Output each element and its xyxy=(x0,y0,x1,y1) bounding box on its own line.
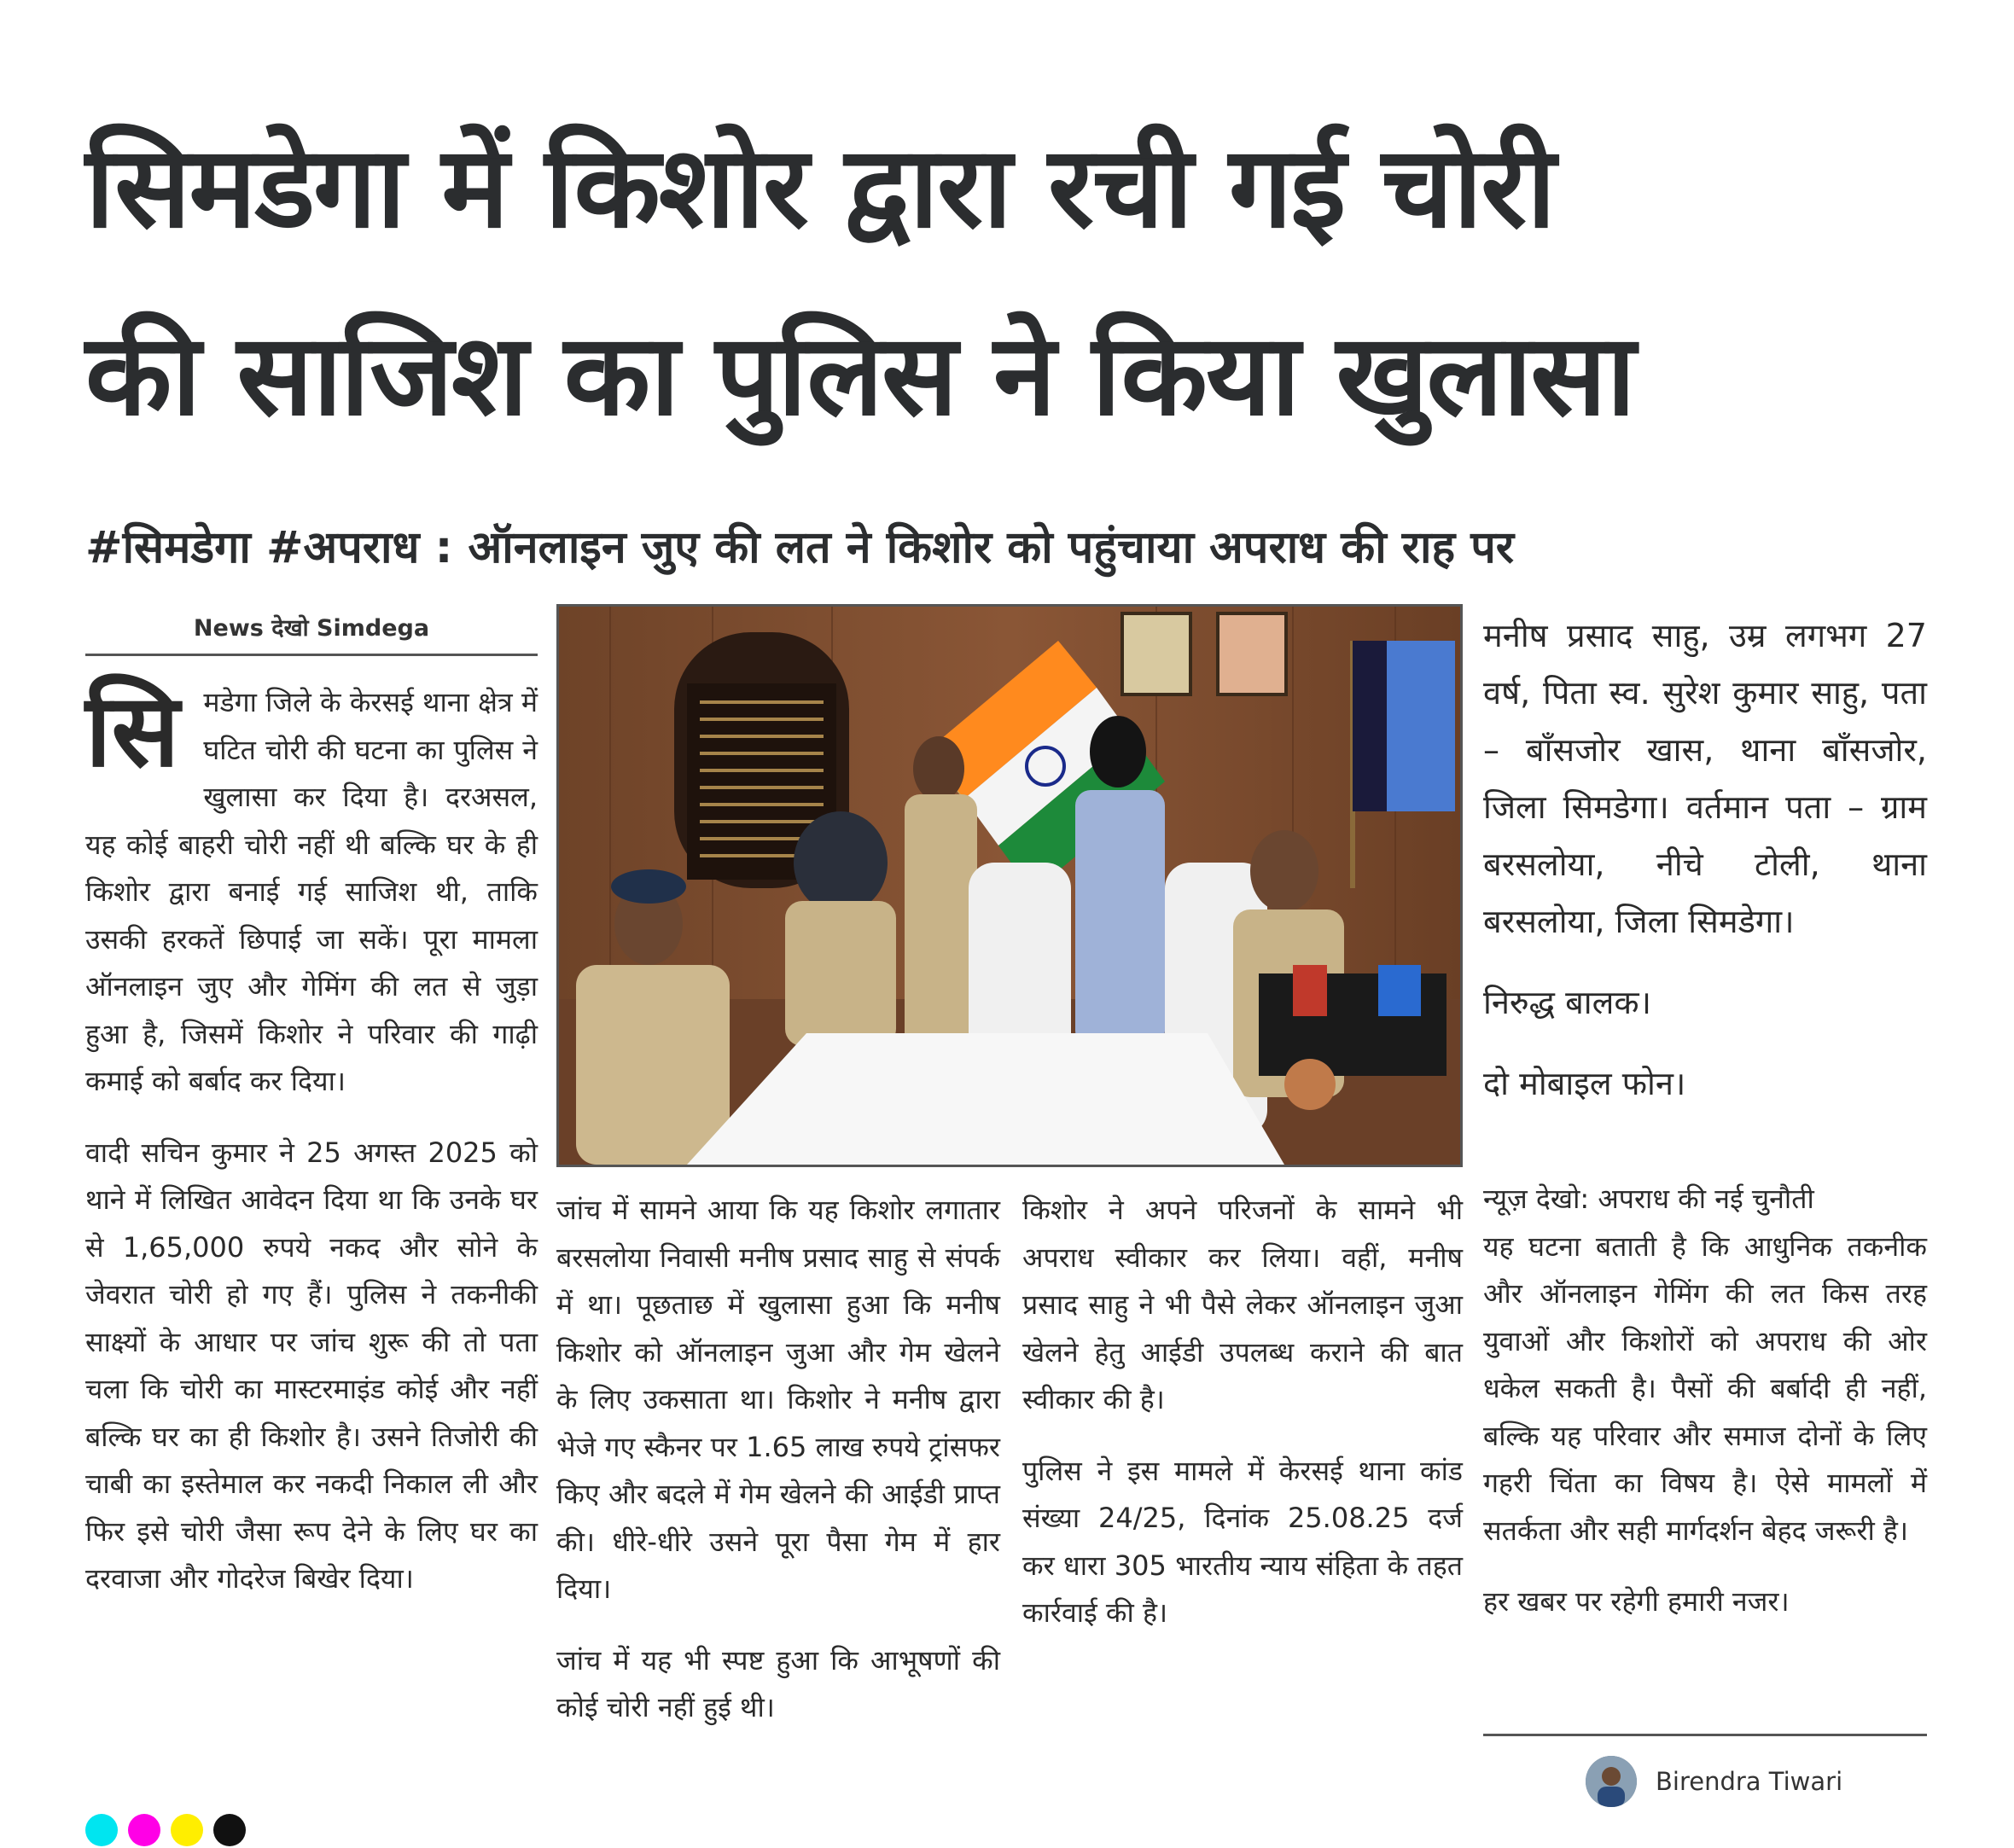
article-column-5 xyxy=(1483,1176,1927,1650)
article-column-3 xyxy=(1022,1187,1463,1661)
section-heading xyxy=(1483,1176,1927,1223)
paragraph-text: मडेगा जिले के केरसई थाना क्षेत्र में घटित चोरी की घटना का पुलिस ने खुलासा कर दिया है। दरअसल, यह कोई बाहरी चोरी नहीं थी बल्कि घर के ही किशोर द्वारा बनाई गई साजिश थी, ताकि उसकी हरकतें छिपाई जा सकें। पूरा मामला ऑनलाइन जुए और गेमिंग की लत से जुड़ा हुआ है, जिसमें किशोर ने परिवार की गाढ़ी कमाई को बर्बाद कर दिया। xyxy=(85,686,538,1097)
paragraph: जांच में यह भी स्पष्ट हुआ कि आभूषणों की कोई चोरी नहीं हुई थी। xyxy=(556,1643,1000,1723)
headline-line-1: सिमडेगा में किशोर द्वारा रची गई चोरी xyxy=(85,122,1555,253)
paragraph: हर खबर पर रहेगी हमारी नजर। xyxy=(1483,1585,1790,1618)
byline-divider xyxy=(85,654,538,656)
magenta-dot xyxy=(128,1814,160,1846)
paragraph: दो मोबाइल फोन। xyxy=(1483,1065,1686,1102)
headline xyxy=(85,94,1929,469)
paragraph: किशोर ने अपने परिजनों के सामने भी अपराध स्वीकार कर लिया। वहीं, मनीष प्रसाद साहु ने भी पैसे लेकर ऑनलाइन जुआ खेलने हेतु आईडी उपलब्ध कराने की बात स्वीकार की है। xyxy=(1022,1194,1463,1415)
dropcap: सि xyxy=(85,671,180,789)
avatar xyxy=(1586,1756,1637,1807)
paragraph: पुलिस ने इस मामले में केरसई थाना कांड संख्या 24/25, दिनांक 25.08.25 दर्ज कर धारा 305 भारतीय न्याय संहिता के तहत कार्रवाई की है। xyxy=(1022,1454,1463,1629)
paragraph xyxy=(85,671,538,1106)
article-column-4 xyxy=(1483,607,1927,1136)
section-heading-text: न्यूज़ देखो: अपराध की नई चुनौती xyxy=(1483,1183,1814,1215)
article-column-1 xyxy=(85,671,538,1627)
paragraph: जांच में सामने आया कि यह किशोर लगातार बरसलोया निवासी मनीष प्रसाद साहु से संपर्क में था। पूछताछ में खुलासा हुआ कि मनीष किशोर को ऑनलाइन जुआ और गेम खेलने के लिए उकसाता था। किशोर ने मनीष द्वारा भेजे गए स्कैनर पर 1.65 लाख रुपये ट्रांसफर किए और बदले में गेम खेलने की आईडी प्राप्त की। धीरे-धीरे उसने पूरा पैसा गेम में हार दिया। xyxy=(556,1194,1000,1605)
yellow-dot xyxy=(171,1814,203,1846)
paragraph: यह घटना बताती है कि आधुनिक तकनीक और ऑनलाइन गेमिंग की लत किस तरह युवाओं और किशोरों को अपराध की ओर धकेल सकती है। पैसों की बर्बादी ही नहीं, बल्कि यह परिवार और समाज दोनों के लिए गहरी चिंता का विषय है। ऐसे मामलों में सतर्कता और सही मार्गदर्शन बेहद जरूरी है। xyxy=(1483,1229,1927,1547)
author-name: Birendra Tiwari xyxy=(1656,1767,1843,1796)
author-divider xyxy=(1483,1734,1927,1736)
author-photo xyxy=(1586,1756,1637,1807)
headline-line-2: की साजिश का पुलिस ने किया खुलासा xyxy=(85,310,1634,441)
press-conference-photo xyxy=(556,604,1463,1167)
author-credit xyxy=(1586,1756,1842,1807)
article-column-2 xyxy=(556,1187,1000,1756)
paragraph: मनीष प्रसाद साहु, उम्र लगभग 27 वर्ष, पिता स्व. सुरेश कुमार साहु, पता – बाँसजोर खास, थाना बाँसजोर, जिला सिमडेगा। वर्तमान पता – ग्राम बरसलोया, नीचे टोली, थाना बरसलोया, जिला सिमडेगा। xyxy=(1483,617,1927,940)
black-dot xyxy=(213,1814,246,1846)
paragraph: निरुद्ध बालक। xyxy=(1483,984,1651,1021)
paragraph: वादी सचिन कुमार ने 25 अगस्त 2025 को थाने में लिखित आवेदन दिया था कि उनके घर से 1,65,000 रुपये नकद और सोने के जेवरात चोरी हो गए हैं। पुलिस ने तकनीकी साक्ष्यों के आधार पर जांच शुरू की तो पता चला कि चोरी का मास्टरमाइंड कोई और नहीं बल्कि घर का ही किशोर है। उसने तिजोरी की चाबी का इस्तेमाल कर नकदी निकाल ली और फिर इसे चोरी जैसा रूप देने के लिए घर का दरवाजा और गोदरेज बिखेर दिया। xyxy=(85,1136,538,1595)
subheadline: #सिमडेगा #अपराध : ऑनलाइन जुए की लत ने किशोर को पहुंचाया अपराध की राह पर xyxy=(85,522,1515,573)
cyan-dot xyxy=(85,1814,118,1846)
photo-illustration xyxy=(559,607,1460,1165)
byline: News देखो Simdega xyxy=(193,615,430,642)
cmyk-registration-marks xyxy=(85,1814,246,1846)
